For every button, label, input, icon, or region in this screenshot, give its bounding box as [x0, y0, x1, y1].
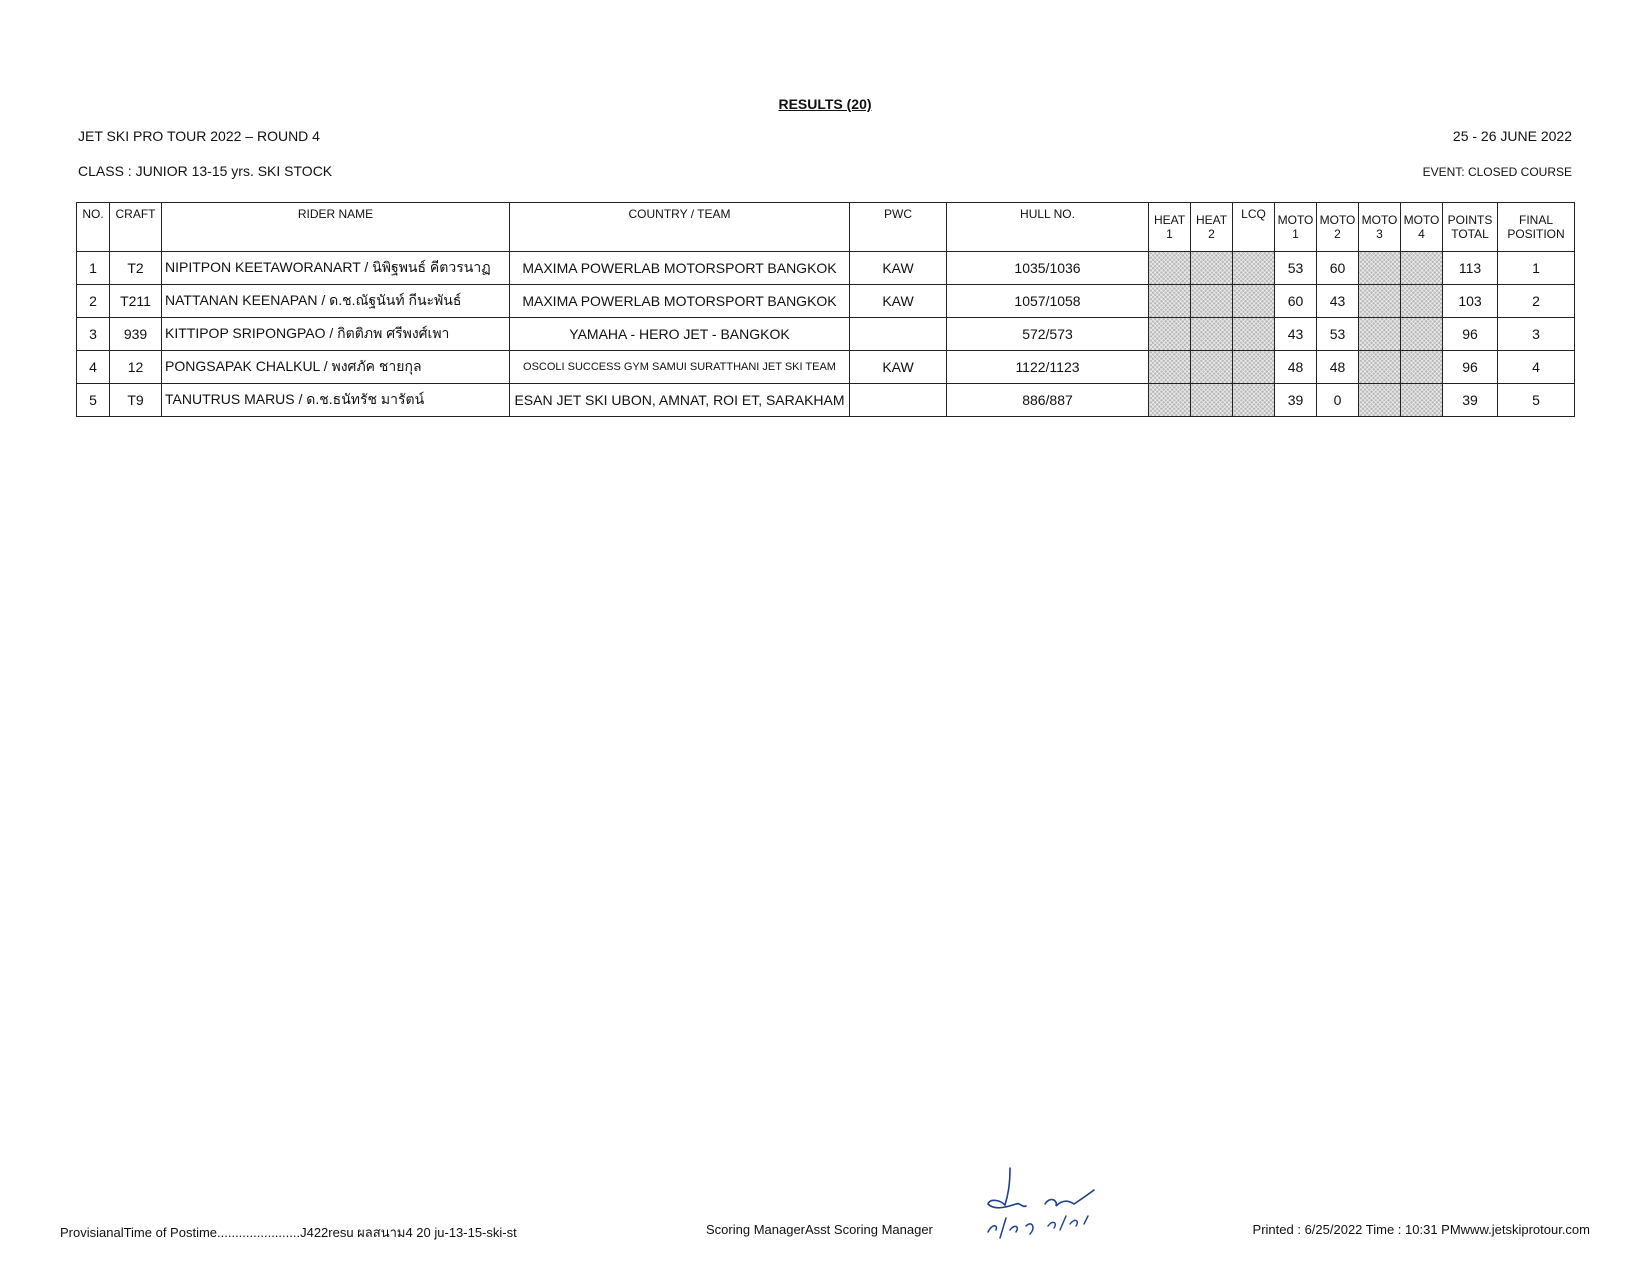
col-points-sub: TOTAL	[1443, 227, 1498, 252]
cell-moto3	[1359, 384, 1401, 417]
cell-heat1	[1149, 285, 1191, 318]
cell-moto3	[1359, 318, 1401, 351]
col-moto1-sub: 1	[1275, 227, 1317, 252]
cell-pwc	[850, 318, 947, 351]
table-row	[77, 285, 1575, 318]
cell-moto4	[1401, 285, 1443, 318]
cell-team: YAMAHA - HERO JET - BANGKOK	[510, 318, 850, 351]
cell-rider: NATTANAN KEENAPAN / ด.ช.ณัฐนันท์ กีนะพันธ์	[162, 285, 510, 318]
cell-heat1	[1149, 351, 1191, 384]
col-pwc: PWC	[850, 203, 947, 252]
cell-moto1: 39	[1275, 384, 1317, 417]
cell-moto4	[1401, 384, 1443, 417]
footer-left: ProvisianalTime of Postime.......................J422resu ผลสนาม4 20 ju-13-15-ski-st	[60, 1225, 517, 1240]
cell-hull: 886/887	[947, 384, 1149, 417]
cell-rider: TANUTRUS MARUS / ด.ช.ธนัทรัช มารัตน์	[162, 384, 510, 417]
cell-heat1	[1149, 384, 1191, 417]
cell-moto4	[1401, 318, 1443, 351]
cell-total: 39	[1443, 384, 1498, 417]
col-points: POINTS	[1443, 203, 1498, 228]
cell-no: 4	[77, 351, 110, 384]
col-moto3-sub: 3	[1359, 227, 1401, 252]
col-final: FINAL	[1498, 203, 1575, 228]
col-hull: HULL NO.	[947, 203, 1149, 252]
cell-no: 5	[77, 384, 110, 417]
cell-moto2: 43	[1317, 285, 1359, 318]
handwritten-signature	[970, 1160, 1110, 1250]
col-no: NO.	[77, 203, 110, 252]
col-moto2-sub: 2	[1317, 227, 1359, 252]
cell-total: 103	[1443, 285, 1498, 318]
col-lcq: LCQ	[1233, 203, 1275, 252]
cell-lcq	[1233, 318, 1275, 351]
cell-moto2: 0	[1317, 384, 1359, 417]
cell-heat2	[1191, 285, 1233, 318]
cell-rider: KITTIPOP SRIPONGPAO / กิตติภพ ศรีพงศ์เพา	[162, 318, 510, 351]
cell-lcq	[1233, 351, 1275, 384]
col-heat1-sub: 1	[1149, 227, 1191, 252]
table-row	[77, 351, 1575, 384]
cell-pwc: KAW	[850, 351, 947, 384]
cell-team: MAXIMA POWERLAB MOTORSPORT BANGKOK	[510, 252, 850, 285]
col-heat1: HEAT	[1149, 203, 1191, 228]
col-heat2: HEAT	[1191, 203, 1233, 228]
cell-pwc	[850, 384, 947, 417]
cell-craft: 939	[110, 318, 162, 351]
header-row	[77, 203, 1575, 228]
event-type: EVENT: CLOSED COURSE	[1422, 165, 1572, 179]
cell-hull: 1057/1058	[947, 285, 1149, 318]
cell-moto2: 53	[1317, 318, 1359, 351]
cell-moto1: 60	[1275, 285, 1317, 318]
cell-craft: T9	[110, 384, 162, 417]
cell-team: OSCOLI SUCCESS GYM SAMUI SURATTHANI JET SKI TEAM	[510, 351, 850, 384]
col-team: COUNTRY / TEAM	[510, 203, 850, 252]
table-row	[77, 384, 1575, 417]
cell-team: MAXIMA POWERLAB MOTORSPORT BANGKOK	[510, 285, 850, 318]
col-final-sub: POSITION	[1498, 227, 1575, 252]
cell-lcq	[1233, 252, 1275, 285]
cell-moto4	[1401, 351, 1443, 384]
table-row	[77, 252, 1575, 285]
cell-heat1	[1149, 318, 1191, 351]
cell-position: 4	[1498, 351, 1575, 384]
cell-lcq	[1233, 285, 1275, 318]
cell-hull: 1035/1036	[947, 252, 1149, 285]
col-moto1: MOTO	[1275, 203, 1317, 228]
event-name: JET SKI PRO TOUR 2022 – ROUND 4	[78, 128, 320, 144]
cell-rider: NIPITPON KEETAWORANART / นิพิฐพนธ์ คีตวรนาฏ	[162, 252, 510, 285]
col-craft: CRAFT	[110, 203, 162, 252]
col-heat2-sub: 2	[1191, 227, 1233, 252]
footer-right: Printed : 6/25/2022 Time : 10:31 PMwww.jetskiprotour.com	[1252, 1222, 1590, 1237]
cell-moto3	[1359, 252, 1401, 285]
cell-total: 96	[1443, 318, 1498, 351]
cell-heat1	[1149, 252, 1191, 285]
cell-heat2	[1191, 318, 1233, 351]
cell-position: 5	[1498, 384, 1575, 417]
col-moto2: MOTO	[1317, 203, 1359, 228]
cell-total: 113	[1443, 252, 1498, 285]
event-date: 25 - 26 JUNE 2022	[1452, 128, 1572, 144]
cell-craft: T2	[110, 252, 162, 285]
cell-position: 3	[1498, 318, 1575, 351]
cell-team: ESAN JET SKI UBON, AMNAT, ROI ET, SARAKHAM	[510, 384, 850, 417]
cell-craft: 12	[110, 351, 162, 384]
cell-heat2	[1191, 384, 1233, 417]
cell-moto4	[1401, 252, 1443, 285]
col-moto3: MOTO	[1359, 203, 1401, 228]
cell-pwc: KAW	[850, 252, 947, 285]
cell-rider: PONGSAPAK CHALKUL / พงศภัค ชายกุล	[162, 351, 510, 384]
class-label: CLASS : JUNIOR 13-15 yrs. SKI STOCK	[78, 163, 333, 179]
cell-moto1: 48	[1275, 351, 1317, 384]
cell-no: 2	[77, 285, 110, 318]
cell-craft: T211	[110, 285, 162, 318]
cell-heat2	[1191, 252, 1233, 285]
results-table	[76, 202, 1575, 417]
cell-moto1: 53	[1275, 252, 1317, 285]
table-row	[77, 318, 1575, 351]
cell-lcq	[1233, 384, 1275, 417]
cell-hull: 572/573	[947, 318, 1149, 351]
cell-hull: 1122/1123	[947, 351, 1149, 384]
cell-no: 1	[77, 252, 110, 285]
cell-total: 96	[1443, 351, 1498, 384]
cell-position: 1	[1498, 252, 1575, 285]
page-title: RESULTS (20)	[778, 96, 872, 112]
footer-center: Scoring ManagerAsst Scoring Manager	[706, 1222, 933, 1237]
cell-pwc: KAW	[850, 285, 947, 318]
cell-moto2: 48	[1317, 351, 1359, 384]
col-rider: RIDER NAME	[162, 203, 510, 252]
cell-moto2: 60	[1317, 252, 1359, 285]
col-moto4-sub: 4	[1401, 227, 1443, 252]
cell-moto1: 43	[1275, 318, 1317, 351]
col-moto4: MOTO	[1401, 203, 1443, 228]
cell-moto3	[1359, 285, 1401, 318]
cell-position: 2	[1498, 285, 1575, 318]
cell-no: 3	[77, 318, 110, 351]
cell-moto3	[1359, 351, 1401, 384]
cell-heat2	[1191, 351, 1233, 384]
